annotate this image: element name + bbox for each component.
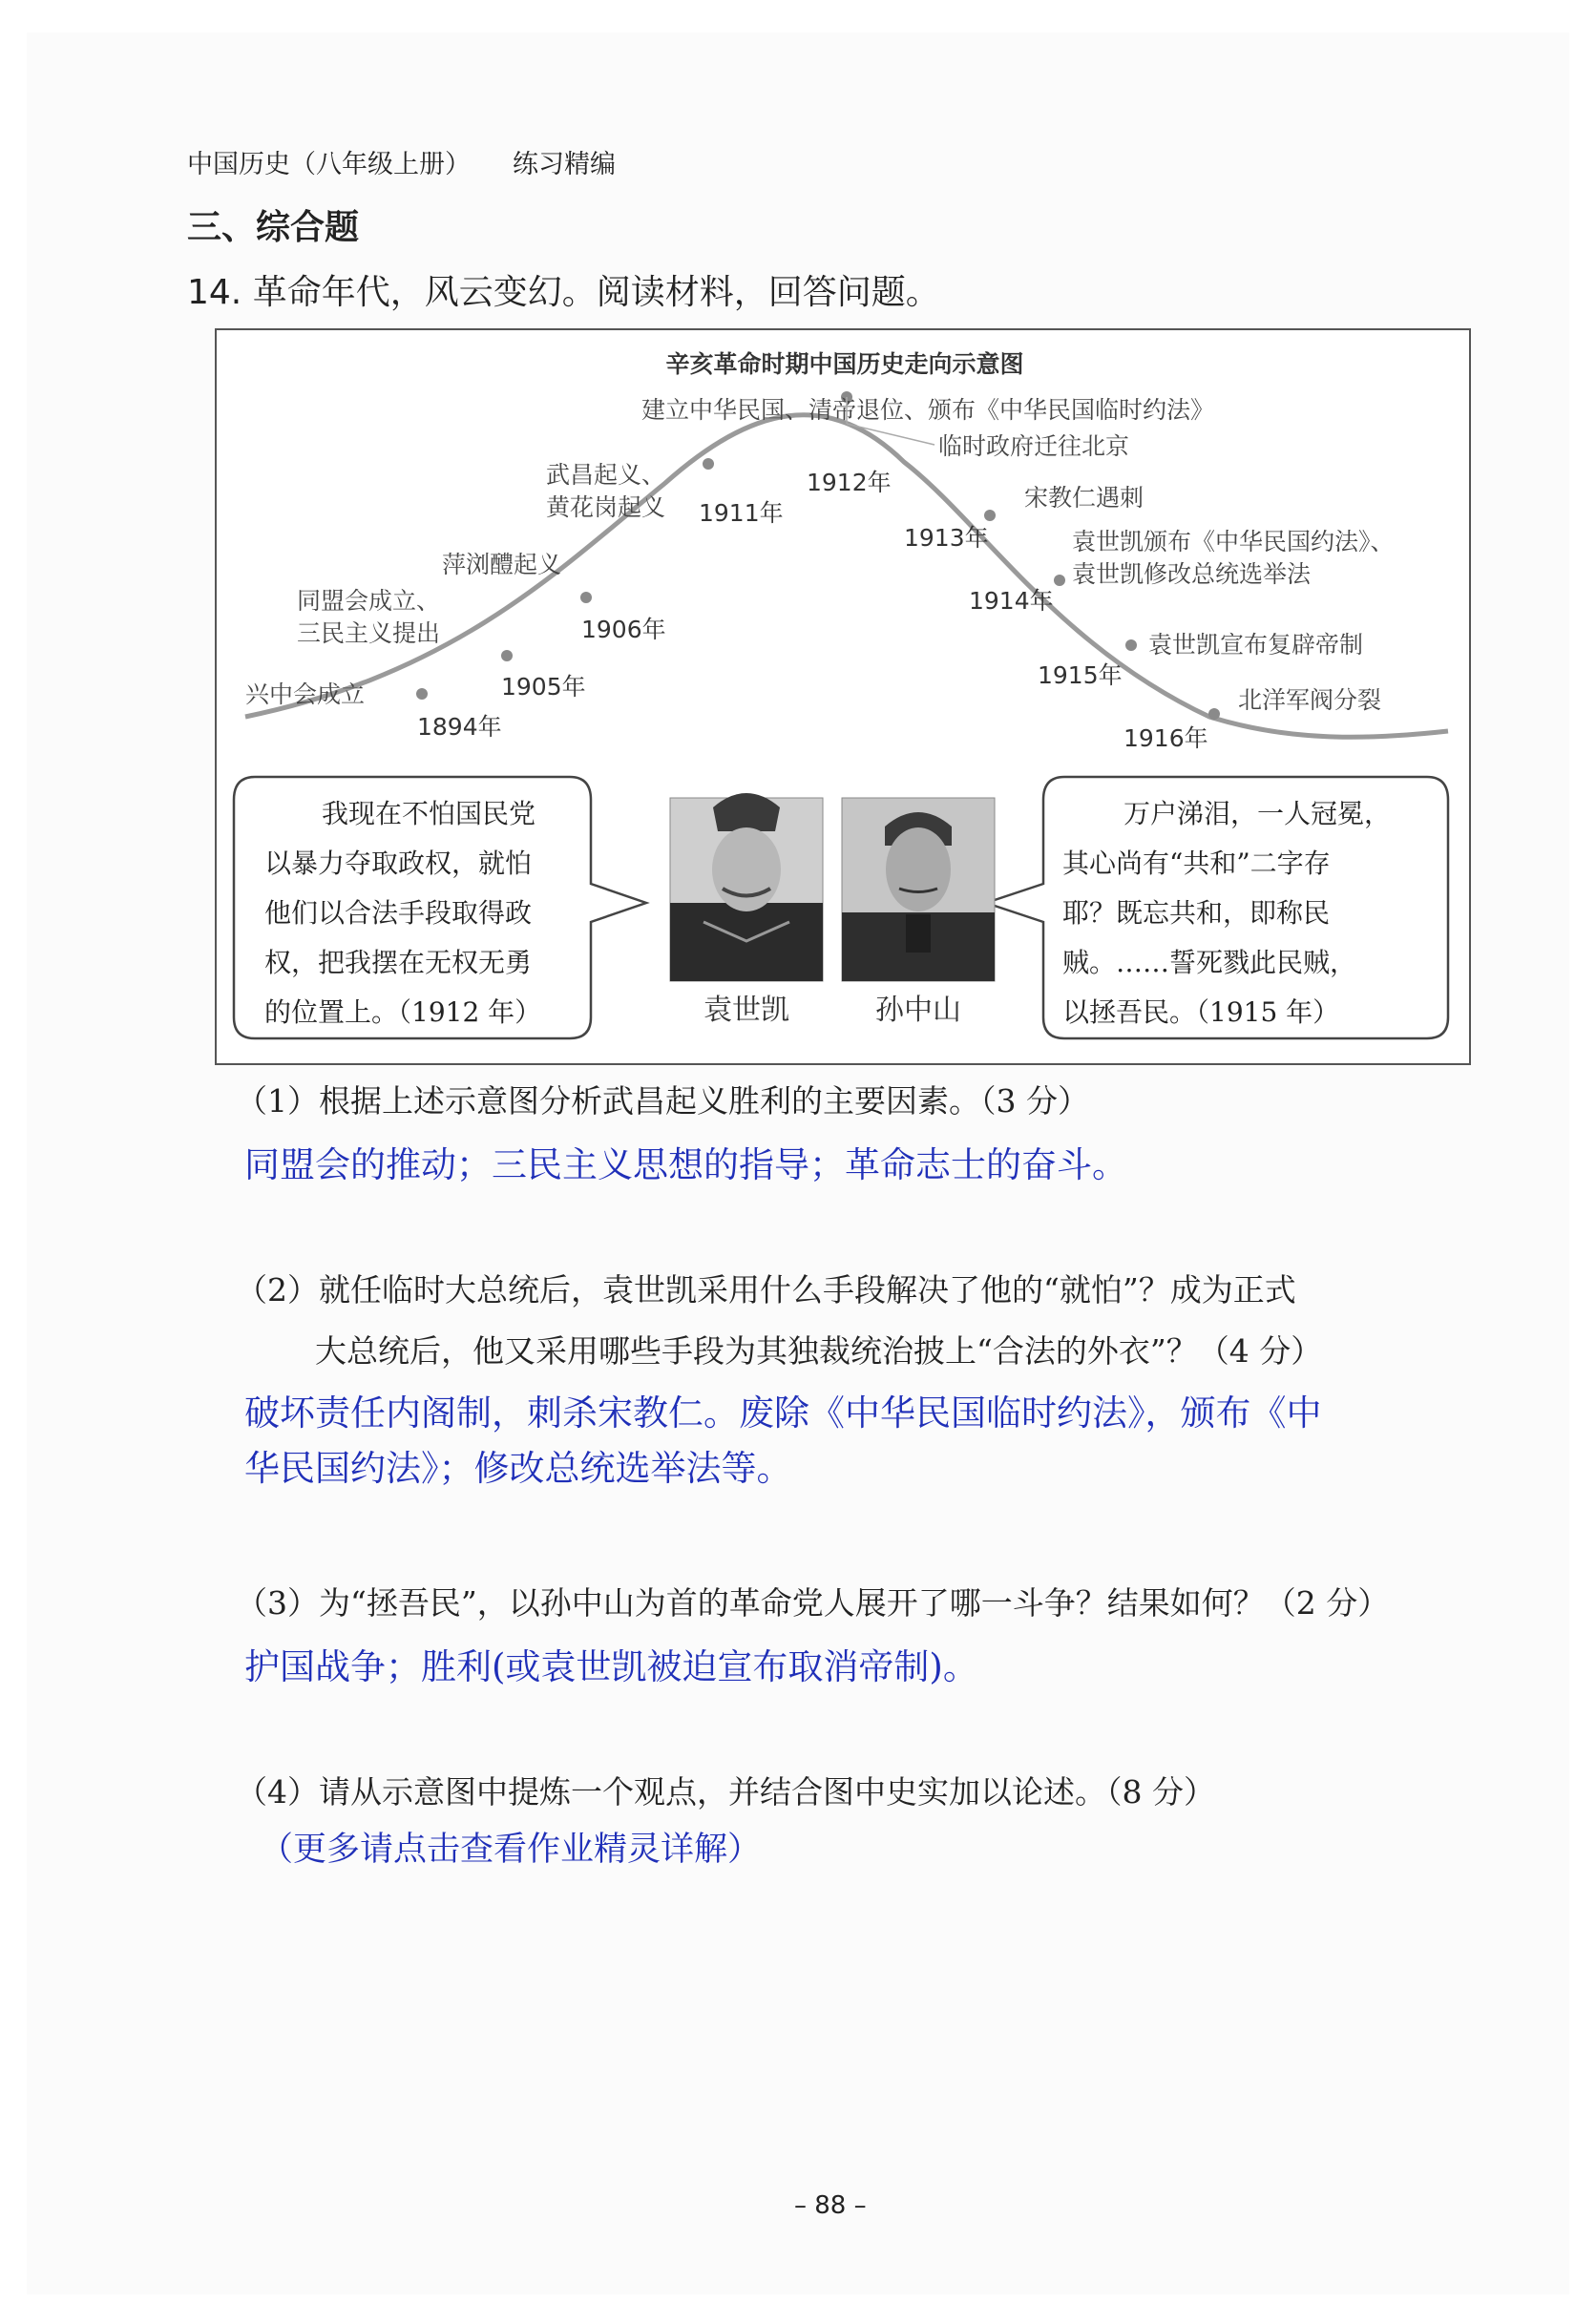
- event-label-1905-b: 三民主义提出: [297, 619, 441, 647]
- book-subtitle: 练习精编: [513, 150, 616, 179]
- subquestion-3: （3）为“拯吾民”，以孙中山为首的革命党人展开了哪一斗争？结果如何？（2 分）: [236, 1584, 1390, 1622]
- year-1906: 1906年: [581, 616, 666, 643]
- book-title: 中国历史（八年级上册）: [187, 150, 471, 179]
- event-dot-1894: [416, 688, 428, 700]
- page-number: – 88 –: [794, 2191, 867, 2220]
- quote-left-line-3: 他们以合法手段取得政: [264, 897, 533, 929]
- event-dot-1906: [580, 592, 592, 603]
- section-title: 三、综合题: [187, 208, 360, 247]
- portrait-sun-yat-sen: [842, 798, 995, 981]
- quote-right-line-4: 贼。……誓死戮此民贼，: [1062, 947, 1357, 978]
- event-dot-1914: [1054, 575, 1065, 586]
- event-dot-1916: [1208, 708, 1220, 720]
- event-label-1916: 北洋军阀分裂: [1238, 686, 1382, 714]
- year-1916: 1916年: [1124, 724, 1208, 752]
- photo-caption-left: 袁世凯: [704, 994, 789, 1027]
- quote-right-line-2: 其心尚有“共和”二字存: [1062, 848, 1331, 879]
- question-title: 14. 革命年代，风云变幻。阅读材料，回答问题。: [187, 273, 940, 312]
- event-label-1914-b: 袁世凯修改总统选举法: [1072, 560, 1312, 588]
- figure-title: 辛亥革命时期中国历史走向示意图: [665, 350, 1024, 378]
- photo-caption-right: 孙中山: [875, 994, 961, 1027]
- event-dot-1911: [703, 458, 714, 470]
- event-label-1906: 萍浏醴起义: [442, 551, 562, 578]
- subquestion-2-line-2: 大总统后，他又采用哪些手段为其独裁统治披上“合法的外衣”？（4 分）: [315, 1332, 1323, 1370]
- answer-2-line-2: 华民国约法》；修改总统选举法等。: [244, 1448, 792, 1489]
- event-label-1894: 兴中会成立: [245, 680, 366, 708]
- timeline-diagram: [217, 330, 1473, 1067]
- event-label-1911-a: 武昌起义、: [546, 461, 666, 489]
- portrait-yuan-shikai: [670, 793, 823, 981]
- event-label-1912-b: 临时政府迁往北京: [938, 432, 1130, 460]
- event-label-1913: 宋教仁遇刺: [1024, 484, 1144, 512]
- year-1894: 1894年: [417, 713, 502, 741]
- quote-left-line-5: 的位置上。（1912 年）: [264, 996, 542, 1028]
- answer-3: 护国战争；胜利(或袁世凯被迫宣布取消帝制)。: [244, 1646, 978, 1687]
- subquestion-1: （1）根据上述示意图分析武昌起义胜利的主要因素。（3 分）: [236, 1082, 1089, 1120]
- event-label-1905-a: 同盟会成立、: [297, 587, 441, 615]
- subquestion-4: （4）请从示意图中提炼一个观点，并结合图中史实加以论述。（8 分）: [236, 1773, 1215, 1811]
- year-1915: 1915年: [1038, 661, 1123, 689]
- quote-left-line-2: 以暴力夺取政权，就怕: [264, 848, 533, 879]
- answer-2-line-1: 破坏责任内阁制，刺杀宋教仁。废除《中华民国临时约法》，颁布《中: [244, 1392, 1322, 1434]
- year-1913: 1913年: [904, 524, 989, 552]
- year-1914: 1914年: [969, 587, 1054, 615]
- event-label-1912-a: 建立中华民国、清帝退位、颁布《中华民国临时约法》: [641, 396, 1215, 424]
- answer-1: 同盟会的推动；三民主义思想的指导；革命志士的奋斗。: [244, 1144, 1127, 1185]
- quote-right-line-3: 耶？既忘共和，即称民: [1062, 897, 1331, 929]
- quote-left-line-1: 我现在不怕国民党: [322, 798, 536, 829]
- event-dot-1905: [501, 650, 513, 661]
- event-dot-1915: [1125, 639, 1137, 651]
- quote-left-line-4: 权，把我摆在无权无勇: [264, 947, 533, 978]
- quote-right-line-1: 万户涕泪，一人冠冕，: [1124, 798, 1392, 829]
- year-1911: 1911年: [699, 499, 784, 527]
- event-dot-1913: [984, 510, 996, 521]
- quote-right-line-5: 以拯吾民。（1915 年）: [1062, 996, 1340, 1028]
- year-1912: 1912年: [807, 469, 892, 496]
- answer-4-more-link[interactable]: （更多请点击查看作业精灵详解）: [260, 1831, 762, 1869]
- history-figure: [215, 328, 1471, 1065]
- event-label-1911-b: 黄花岗起义: [546, 493, 666, 521]
- page-header: [187, 143, 616, 180]
- event-label-1914-a: 袁世凯颁布《中华民国约法》、: [1072, 528, 1395, 555]
- event-label-1915: 袁世凯宣布复辟帝制: [1148, 631, 1364, 659]
- year-1905: 1905年: [501, 673, 586, 701]
- subquestion-2-line-1: （2）就任临时大总统后，袁世凯采用什么手段解决了他的“就怕”？成为正式: [236, 1271, 1296, 1309]
